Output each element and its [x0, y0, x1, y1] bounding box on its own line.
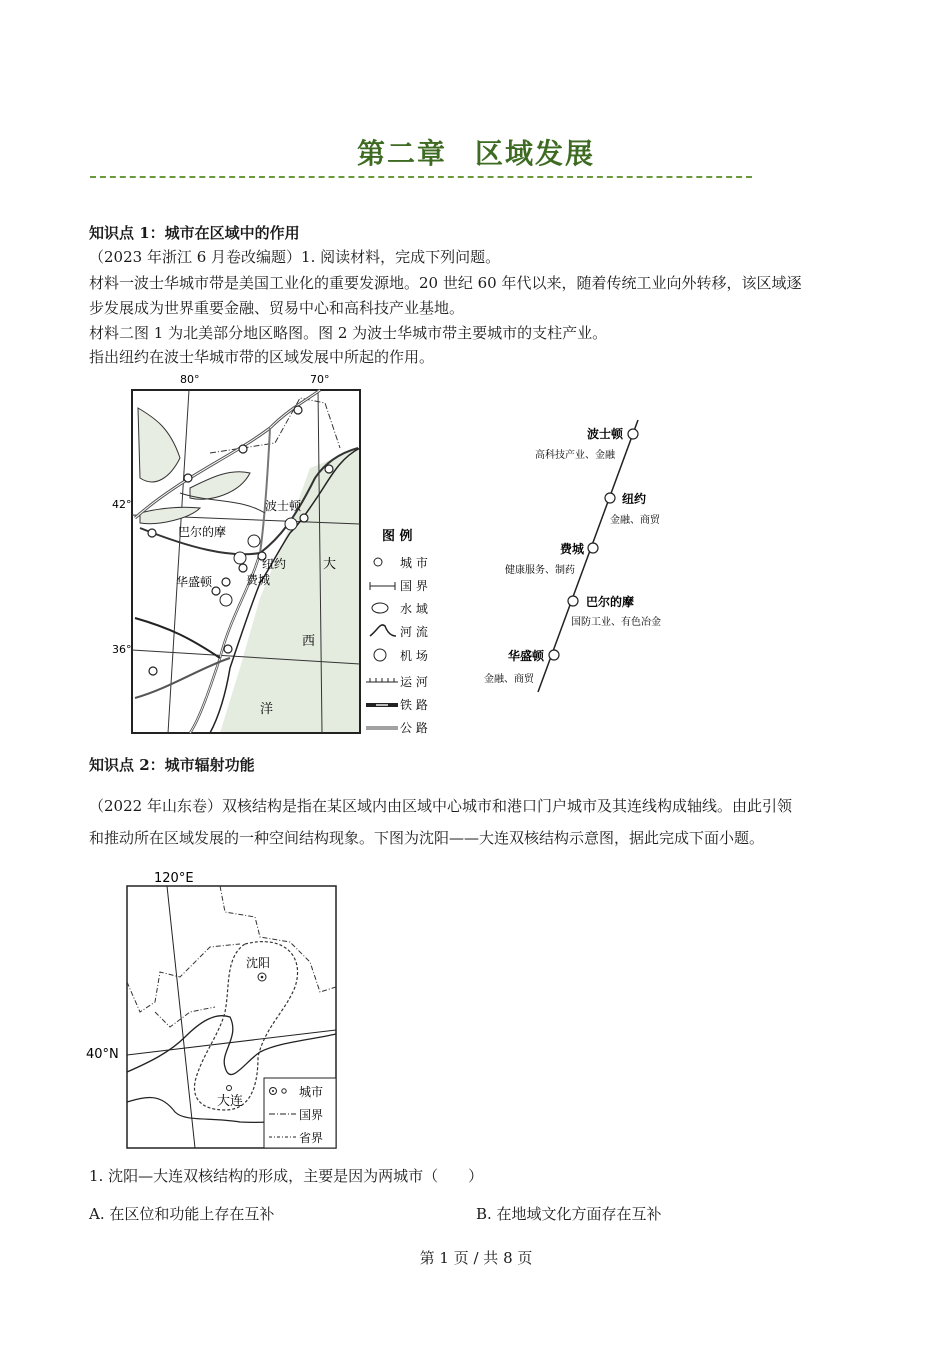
- material2: 材料二图 1 为北美部分地区略图。图 2 为波士华城市带主要城市的支柱产业。: [89, 324, 608, 342]
- chain-industry-newyork: 金融、商贸: [610, 515, 660, 526]
- svg-text:运 河: 运 河: [400, 675, 428, 689]
- map-label-boston: 波士顿: [265, 499, 302, 513]
- section1-source: （2023 年浙江 6 月卷改编题）1. 阅读材料，完成下列问题。: [89, 248, 501, 266]
- map-label-baltimore: 巴尔的摩: [178, 525, 227, 539]
- page-indicator: 第 1 页 / 共 8 页: [419, 1249, 533, 1267]
- dalian-marker: [227, 1086, 232, 1091]
- chapter-title: [0, 132, 952, 172]
- lat-label-40n: 40°N: [86, 1047, 119, 1062]
- section2-heading: 知识点 2：城市辐射功能: [89, 756, 255, 774]
- svg-text:河 流: 河 流: [400, 625, 428, 639]
- border-icon: [370, 582, 395, 590]
- chain-industry-baltimore: 国防工业、有色冶金: [571, 617, 661, 628]
- svg-text:城 市: 城 市: [400, 556, 428, 570]
- lon-label-80: 80°: [180, 373, 200, 386]
- map-label-dalian: 大连: [217, 1094, 244, 1109]
- lat-label-42: 42°: [112, 498, 132, 511]
- north-america-map: [110, 368, 450, 740]
- airport-icon: [374, 649, 386, 661]
- section1-heading: 知识点 1：城市在区域中的作用: [89, 224, 300, 242]
- svg-text:国界: 国界: [299, 1108, 324, 1122]
- map-label-newyork: 纽约: [262, 557, 287, 571]
- svg-text:城市: 城市: [299, 1085, 324, 1099]
- map-label-philadelphia: 费城: [246, 573, 271, 587]
- canal-icon: [366, 678, 398, 682]
- lat-label-36: 36°: [112, 643, 132, 656]
- lon-label-120e: 120°E: [154, 871, 194, 886]
- city-industry-chain: [470, 410, 690, 700]
- map-label-shenyang: 沈阳: [246, 956, 271, 970]
- chapter-number: 第二章: [356, 137, 447, 170]
- shenyang-marker: [258, 973, 266, 981]
- section2-intro-line2: 和推动所在区域发展的一种空间结构现象。下图为沈阳——大连双核结构示意图，据此完成下面小题。: [89, 829, 765, 847]
- material1-line2: 步发展成为世界重要金融、贸易中心和高科技产业基地。: [89, 299, 465, 317]
- chain-city-washington: 华盛顿: [508, 649, 545, 663]
- river-icon: [370, 625, 396, 636]
- chain-city-baltimore: 巴尔的摩: [586, 595, 635, 609]
- section2-intro-line1: （2022 年山东卷）双核结构是指在某区域内由区域中心城市和港口门户城市及其连线构成轴线。由此引领: [89, 797, 792, 815]
- title-divider: [90, 176, 752, 178]
- svg-text:公 路: 公 路: [400, 721, 428, 735]
- map-label-washington: 华盛顿: [176, 575, 213, 589]
- water-icon: [372, 603, 388, 613]
- chain-industry-washington: 金融、商贸: [484, 674, 534, 685]
- legend-title: 图 例: [382, 529, 413, 544]
- svg-text:水 域: 水 域: [400, 602, 428, 616]
- material1-line1: 材料一波士华城市带是美国工业化的重要发源地。20 世纪 60 年代以来，随着传统工业向外转移，该区域逐: [89, 274, 802, 292]
- lon-label-70: 70°: [310, 373, 330, 386]
- chain-city-newyork: 纽约: [622, 492, 647, 506]
- svg-text:国 界: 国 界: [400, 579, 428, 593]
- svg-text:省界: 省界: [299, 1131, 324, 1145]
- chain-industry-philadelphia: 健康服务、制药: [505, 565, 575, 576]
- city-icon: [374, 558, 382, 566]
- chain-industry-boston: 高科技产业、金融: [535, 450, 615, 461]
- option-a[interactable]: A. 在区位和功能上存在互补: [89, 1205, 275, 1223]
- ocean-label-1: 大: [323, 557, 337, 572]
- section1-question: 指出纽约在波士华城市带的区域发展中所起的作用。: [89, 348, 435, 366]
- question-stem: 1. 沈阳—大连双核结构的形成，主要是因为两城市（ ）: [89, 1167, 484, 1185]
- ocean-label-2: 西: [302, 634, 316, 649]
- chapter-name: 区域发展: [475, 137, 596, 170]
- option-b[interactable]: B. 在地域文化方面存在互补: [476, 1205, 662, 1223]
- map1-legend: [366, 528, 428, 735]
- chain-city-philadelphia: 费城: [560, 542, 585, 556]
- svg-text:铁 路: 铁 路: [400, 698, 428, 712]
- shenyang-dalian-map: [80, 862, 360, 1157]
- svg-text:机 场: 机 场: [400, 649, 428, 663]
- chain-city-boston: 波士顿: [587, 427, 624, 441]
- ocean-label-3: 洋: [260, 702, 274, 717]
